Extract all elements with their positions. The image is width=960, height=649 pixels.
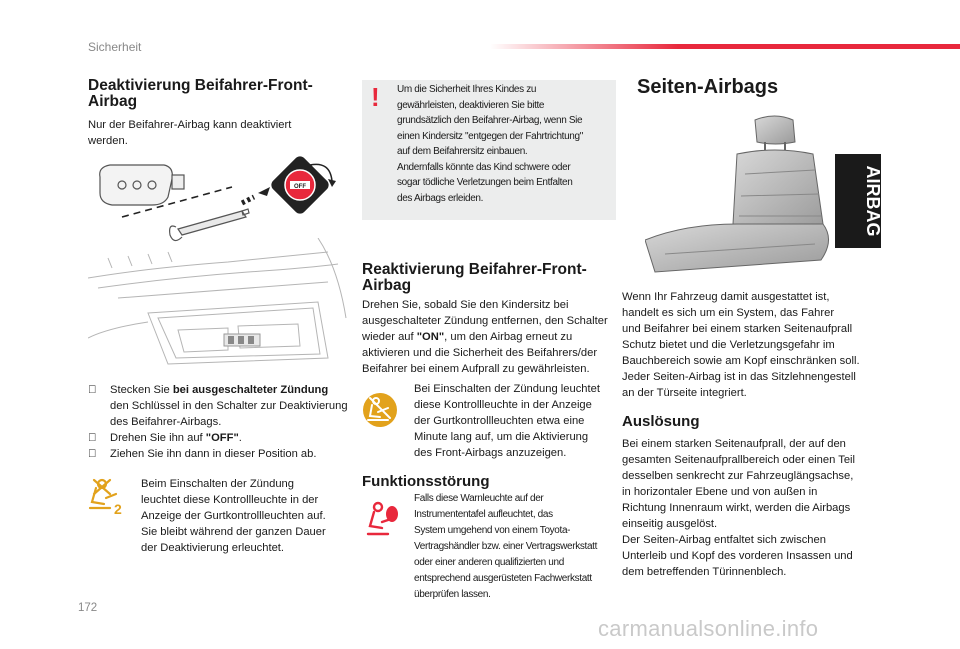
door-panel-illustration [88, 238, 348, 368]
warning-text [397, 82, 612, 206]
airbag-on-lamp-text [414, 381, 600, 461]
reactivation-title [362, 262, 587, 294]
side-airbags-text [622, 289, 860, 401]
reactivation-line: Drehen Sie, sobald Sie den Kindersitz bei [362, 299, 569, 311]
malfunction-line: System umgehend von einem Toyota- [414, 525, 571, 536]
reactivation-title-line: Airbag [362, 277, 412, 294]
header-rule [490, 44, 960, 49]
svg-text:2: 2 [114, 501, 122, 516]
bullet-text: Ziehen Sie ihn dann in dieser Position ab. [110, 448, 317, 460]
intro-line: Nur der Beifahrer-Airbag kann deaktiviert [88, 119, 292, 131]
lamp-line: Beim Einschalten der Zündung [141, 478, 294, 490]
intro-line: werden. [88, 135, 128, 147]
airbag-off-lamp-icon [88, 478, 130, 516]
watermark: carmanualsonline.info [598, 616, 819, 641]
malfunction-line: oder einer anderen qualifizierten und [414, 557, 564, 568]
malfunction-line: Vertragshändler bzw. einer Vertragswerkstatt [414, 541, 598, 552]
reactivation-part: , um den Airbag erneut zu [444, 331, 573, 343]
key-switch-illustration [92, 155, 342, 250]
malfunction-title: Funktionsstörung [362, 473, 490, 490]
list-item [88, 446, 348, 462]
lamp-line: Anzeige der Gurtkontrollleuchten auf. [141, 510, 326, 522]
deactivation-title-line: Deaktivierung Beifahrer-Front- [88, 77, 313, 94]
bullet-marker [88, 430, 104, 446]
malfunction-line: entsprechend ausgerüsteten Fachwerkstatt [414, 573, 592, 584]
side-airbags-title: Seiten-Airbags [637, 76, 779, 98]
deactivation-steps [88, 382, 348, 462]
bullet-text: Drehen Sie ihn auf [110, 432, 206, 444]
malfunction-line: Falls diese Warnleuchte auf der [414, 493, 544, 504]
page-number: 172 [78, 602, 98, 614]
side-airbag-line: und Beifahrer bei einem starken Seitenaufprall [622, 323, 853, 335]
trigger-line: gesamten Seitenaufprallbereich oder einen Teil [622, 454, 856, 466]
malfunction-line: überprüfen lassen. [414, 589, 491, 600]
on-lamp-line: der Gurtkontrollleuchten etwa eine [414, 415, 585, 427]
deactivation-title [88, 78, 313, 110]
on-label: "ON" [416, 331, 445, 343]
deactivation-intro [88, 117, 291, 149]
warning-line: grundsätzlich den Beifahrer-Airbag, wenn Sie [397, 115, 583, 126]
bullet-marker [88, 446, 104, 462]
malfunction-line: Instrumententafel aufleuchtet, das [414, 509, 553, 520]
warning-line: des Airbags erleiden. [397, 192, 484, 204]
reactivation-line [362, 329, 618, 345]
side-airbag-line: Schutz bietet und die Verletzungsgefahr im [622, 339, 835, 351]
trigger-line: in horizontaler Ebene und von außen in [622, 486, 818, 498]
reactivation-line: ausgeschalteter Zündung entfernen, den Schalter [362, 315, 608, 327]
bullet-text: . [238, 432, 242, 444]
bullet-bold: bei ausgeschalteter Zündung [172, 384, 329, 396]
airbag-label: AIRBAG [863, 165, 883, 237]
bullet-bold: "OFF" [205, 432, 239, 444]
airbag-off-lamp-text [141, 476, 326, 556]
side-airbag-line: an der Türseite integriert. [622, 387, 747, 399]
lamp-line: leuchtet diese Kontrollleuchte in der [141, 494, 319, 506]
lamp-line: der Deaktivierung erleuchtet. [141, 542, 285, 554]
on-lamp-line: Bei Einschalten der Zündung leuchtet [414, 383, 600, 395]
trigger-line: einseitig ausgelöst. [622, 518, 718, 530]
warning-icon: ! [371, 82, 380, 112]
side-airbag-line: Wenn Ihr Fahrzeug damit ausgestattet ist, [622, 291, 830, 303]
trigger-line: dem betreffenden Türinnenblech. [622, 566, 787, 578]
reactivation-text [362, 297, 618, 377]
side-airbag-line: Bauchbereich sowie am Kopf einschränken soll. [622, 355, 860, 367]
warning-line: einen Kindersitz "entgegen der Fahrtrichtung" [397, 130, 583, 142]
seat-illustration [645, 112, 890, 280]
reactivation-part: wieder auf [362, 331, 417, 343]
reactivation-line: aktivieren und die Sicherheit des Beifahrers/der [362, 347, 598, 359]
list-item [88, 382, 348, 430]
trigger-line: Unterleib und Kopf des vorderen Insassen und [622, 550, 853, 562]
trigger-line: Richtung Innenraum wirkt, werden die Airbags [622, 502, 851, 514]
deactivation-title-line: Airbag [88, 93, 138, 110]
warning-line: Andernfalls könnte das Kind schwere oder [397, 161, 571, 173]
on-lamp-line: diese Kontrollleuchte in der Anzeige [414, 399, 592, 411]
trigger-text [622, 436, 855, 580]
airbag-on-lamp-icon [362, 392, 398, 428]
bullet-marker [88, 382, 104, 398]
warning-line: auf dem Beifahrersitz einbauen. [397, 146, 528, 157]
malfunction-text [414, 491, 624, 603]
trigger-line: Bei einem starken Seitenaufprall, der auf den [622, 438, 846, 450]
airbag-warning-lamp-icon [364, 500, 404, 540]
trigger-title: Auslösung [622, 413, 700, 430]
section-label: Sicherheit [88, 40, 142, 54]
on-lamp-line: Minute lang auf, um die Aktivierung [414, 431, 589, 443]
reactivation-title-line: Reaktivierung Beifahrer-Front- [362, 261, 587, 278]
lamp-line: Sie bleibt während der ganzen Dauer [141, 526, 326, 538]
off-label: OFF [294, 184, 306, 190]
side-airbag-line: handelt es sich um ein System, das Fahrer [622, 307, 835, 319]
trigger-line: Der Seiten-Airbag entfaltet sich zwischen [622, 534, 826, 546]
bullet-text: den Schlüssel in den Schalter zur Deaktivierung des Beifahrer-Airbags. [110, 400, 348, 428]
side-airbag-line: Jeder Seiten-Airbag ist in das Sitzlehnengestell [622, 371, 856, 383]
reactivation-line: Beifahrer bei einem Aufprall zu gewährleisten. [362, 363, 590, 375]
bullet-text: Stecken Sie [110, 384, 173, 396]
warning-line: sogar tödliche Verletzungen beim Entfalten [397, 177, 573, 188]
list-item [88, 430, 348, 446]
on-lamp-line: des Front-Airbags anzuzeigen. [414, 447, 567, 459]
warning-line: Um die Sicherheit Ihres Kindes zu [397, 84, 537, 95]
trigger-line: desselben senkrecht zur Fahrzeuglängsachse, [622, 470, 854, 482]
warning-line: gewährleisten, deaktivieren Sie bitte [397, 99, 545, 111]
